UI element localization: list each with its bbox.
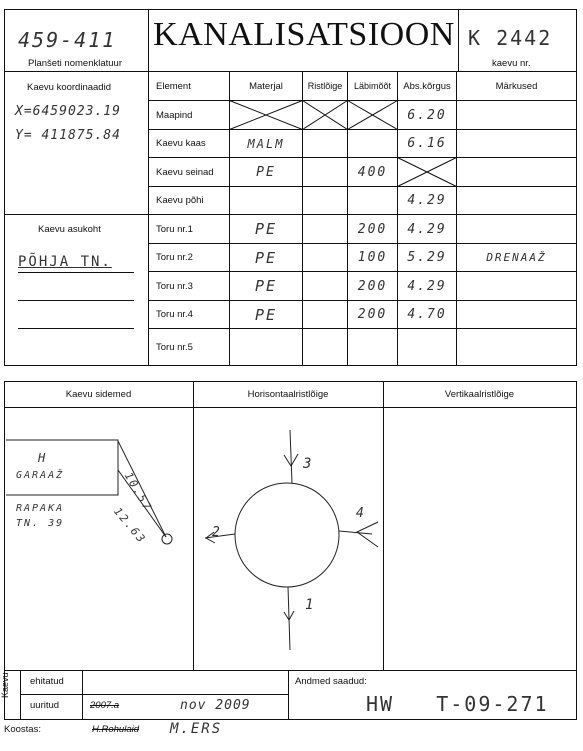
well-number-value: K 2442 — [468, 26, 553, 50]
col-header-element: Element — [156, 80, 191, 92]
row-material: PE — [254, 305, 278, 324]
coordinates-label: Kaevu koordinaadid — [27, 82, 111, 93]
row-material: PE — [254, 220, 278, 238]
row-element: Kaevu põhi — [156, 195, 204, 206]
built-label: ehitatud — [30, 676, 64, 687]
building-mark: H — [38, 451, 48, 465]
row-element: Kaevu seinad — [156, 166, 214, 178]
row-note: DRENAAŽ — [486, 251, 547, 264]
row-element: Toru nr.1 — [156, 223, 193, 235]
surveyed-struck-value: 2007.a — [90, 700, 120, 711]
pipe-label-4: 4 — [356, 506, 366, 521]
pipe-label-3: 3 — [303, 456, 314, 472]
well-number-label: kaevu nr. — [492, 58, 531, 69]
row-element: Maapind — [156, 109, 193, 121]
col-header-section: Ristlõige — [307, 81, 343, 91]
row-material: PE — [256, 164, 276, 180]
author-label: Koostas: — [4, 724, 41, 735]
nomenclature-value: 459-411 — [18, 28, 117, 52]
row-diameter: 100 — [357, 250, 388, 265]
row-element: Kaevu kaas — [156, 138, 206, 149]
building-name: GARAAŽ — [16, 470, 65, 481]
row-abs: 6.20 — [407, 107, 447, 123]
row-material: MALM — [247, 136, 285, 151]
coordinate-y: Y= 411875.84 — [15, 128, 121, 143]
page-title: KANALISATSIOON — [153, 16, 455, 53]
row-diameter: 400 — [357, 164, 388, 180]
section-header-vertical: Vertikaalristlõige — [444, 389, 515, 400]
row-abs: 4.29 — [407, 221, 447, 237]
row-material: PE — [254, 248, 278, 267]
row-abs: 4.29 — [407, 193, 447, 208]
street-number: TN. 39 — [16, 518, 65, 529]
row-abs: 4.29 — [407, 278, 447, 294]
row-element: Toru nr.2 — [156, 252, 193, 263]
data-source-label: Andmed saadud: — [295, 676, 367, 687]
location-label: Kaevu asukoht — [38, 224, 101, 235]
nomenclature-label: Planšeti nomenklatuur — [28, 58, 122, 69]
coordinate-x: X=6459023.19 — [15, 104, 121, 119]
pipe-label-2: 2 — [212, 525, 222, 540]
author-value: M.ERS — [170, 721, 223, 737]
section-header-horizontal: Horisontaalristlõige — [247, 389, 329, 400]
row-diameter: 200 — [357, 221, 388, 237]
row-element: Toru nr.5 — [156, 341, 193, 353]
surveyed-value: nov 2009 — [180, 698, 251, 713]
col-header-diameter: Läbimõõt — [353, 81, 392, 91]
location-value: PÕHJA TN. — [18, 254, 112, 270]
row-abs: 6.16 — [407, 136, 447, 151]
surveyed-label: uuritud — [30, 700, 60, 711]
col-header-material: Materjal — [249, 80, 283, 92]
row-element: Toru nr.3 — [156, 280, 193, 292]
col-header-abs-height: Abs.kõrgus — [403, 80, 451, 92]
footer-side-label: Kaevu — [0, 672, 10, 698]
pipe-label-1: 1 — [305, 597, 316, 613]
horizontal-section-drawing — [205, 430, 378, 650]
data-source-value: HW T-09-271 — [366, 692, 549, 716]
col-header-notes: Märkused — [495, 80, 538, 92]
row-diameter: 200 — [357, 307, 388, 322]
row-element: Toru nr.4 — [156, 309, 193, 320]
distance-1: 10.57 — [121, 470, 155, 514]
distance-2: 12.63 — [111, 505, 149, 547]
street-name: RAPAKA — [16, 503, 65, 514]
row-diameter: 200 — [357, 278, 388, 294]
row-abs: 5.29 — [407, 250, 447, 265]
author-struck-value: H.Rohulaid — [92, 724, 139, 735]
row-material: PE — [254, 277, 278, 295]
section-header-connections: Kaevu sidemed — [65, 389, 132, 400]
row-abs: 4.70 — [407, 307, 447, 322]
